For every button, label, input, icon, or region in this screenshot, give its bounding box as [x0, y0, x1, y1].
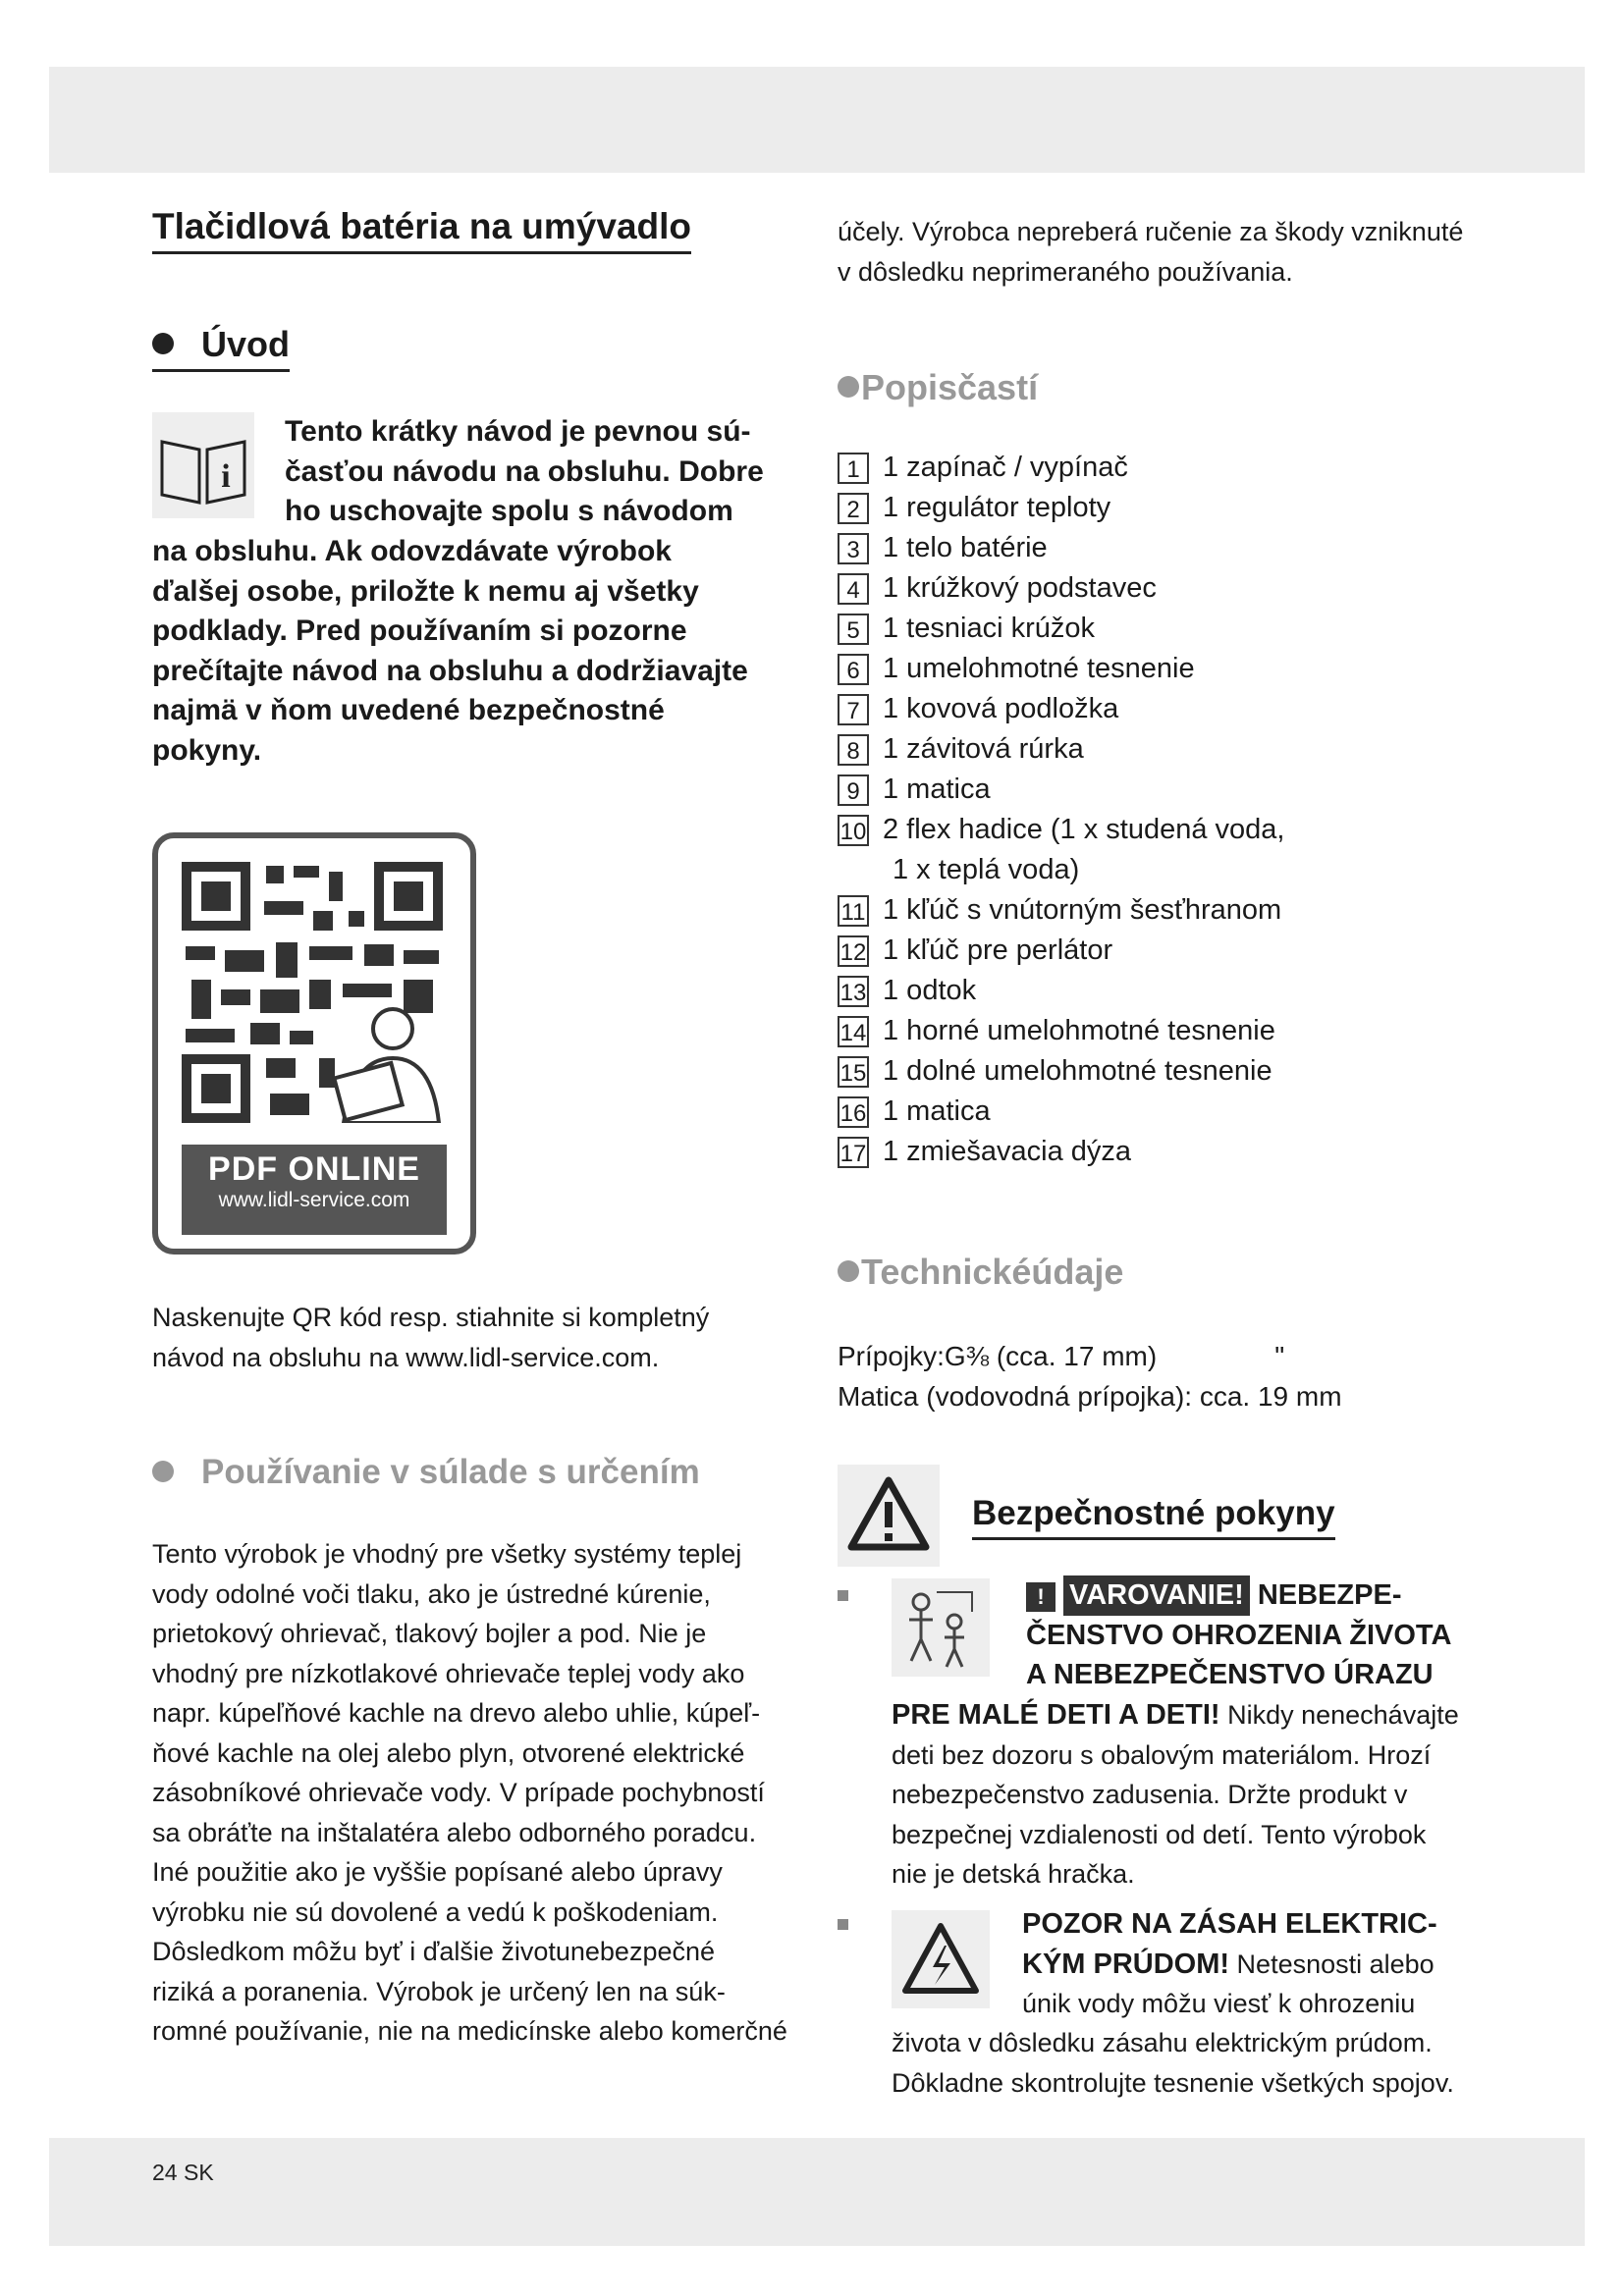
page-number: 24 SK	[152, 2160, 214, 2185]
intro-heading: Úvod	[152, 324, 290, 372]
footer-band	[49, 2138, 1585, 2246]
electric-shock-icon	[892, 1910, 990, 2008]
pdf-online-banner: PDF ONLINE www.lidl-service.com	[182, 1145, 447, 1235]
bullet-icon	[838, 1260, 859, 1282]
list-item: 16 1 matica	[838, 1095, 991, 1128]
intended-use-text: Tento výrobok je vhodný pre všetky systémy teplej vody odolné voči tlaku, ako je ústredné kúrenie, prietokový ohrievač, tlakový bojler a pod. Nie je vhodný pre nízkotlakové ohrievače teplej vody ako napr. kúpeľňové kachle na drevo alebo uhlie, kúpeľ- ňové kachle na olej alebo plyn, otvorené elektrické zásobníkové ohrievače vody. V prípade pochybností sa obráťte na inštalatéra alebo odborného poradcu. Iné použitie ako je vyššie popísané alebo úpravy výrobku nie sú dovolené a vedú k poškodeniam. Dôsledkom môžu byť i ďalšie životunebezpečné riziká a poranenia. Výrobok je určený len na súk- romné používanie, nie na medicínske alebo komerčné	[152, 1539, 787, 2046]
page-title: Tlačidlová batéria na umývadlo	[152, 206, 691, 254]
qr-code-icon	[182, 862, 443, 1123]
child-warning-icon	[892, 1578, 990, 1677]
warning-electric-text: POZOR NA ZÁSAH ELEKTRIC- KÝM PRÚDOM! Netesnosti alebo únik vody môžu viesť k ohrozeniu	[1022, 1908, 1437, 2018]
intro-text-indented: Tento krátky návod je pevnou sú- časťou návodu na obsluhu. Dobre ho uschovajte spolu s návodom	[285, 415, 764, 527]
list-item: 1 x teplá voda)	[893, 854, 1080, 885]
header-band	[49, 67, 1585, 173]
list-item: 4 1 krúžkový podstavec	[838, 572, 1157, 605]
warning-children-heading: ! VAROVANIE! NEBEZPE- ČENSTVO OHROZENIA ŽIVOTA A NEBEZPEČENSTVO ÚRAZU	[1026, 1575, 1451, 1695]
bullet-icon	[152, 333, 174, 354]
intro-text: na obsluhu. Ak odovzdávate výrobok ďalšej osobe, priložte k nemu aj všetky podklady. Pred používaním si pozorne prečítajte návod na obsluhu a dodržiavajte najmä v ňom uvedené bezpečnostné pokyny.	[152, 535, 748, 767]
list-item: 14 1 horné umelohmotné tesnenie	[838, 1015, 1275, 1047]
list-item: 3 1 telo batérie	[838, 532, 1048, 564]
list-item: 11 1 kľúč s vnútorným šesťhranom	[838, 894, 1281, 927]
list-item: 5 1 tesniaci krúžok	[838, 613, 1095, 645]
list-item: 17 1 zmiešavacia dýza	[838, 1136, 1131, 1168]
scan-instructions: Naskenujte QR kód resp. stiahnite si kompletný návod na obsluhu na www.lidl-service.com.	[152, 1303, 710, 1372]
warning-children-text: PRE MALÉ DETI A DETI! Nikdy nenechávajte deti bez dozoru s obalovým materiálom. Hrozí nebezpečenstvo zadusenia. Držte produkt v bezpečnej vzdialenosti od detí. Tento výrobok nie je detská hračka.	[892, 1699, 1459, 1889]
info-book-icon	[152, 412, 254, 518]
warning-label: VAROVANIE!	[1063, 1575, 1250, 1616]
safety-heading: Bezpečnostné pokyny	[972, 1494, 1335, 1540]
list-item: 7 1 kovová podložka	[838, 693, 1118, 725]
intended-use-heading: Používanie v súlade s určením	[152, 1453, 700, 1492]
bullet-icon	[838, 376, 859, 398]
bullet-icon	[838, 1590, 848, 1601]
bullet-icon	[152, 1461, 174, 1482]
list-item: 12 1 kľúč pre perlátor	[838, 934, 1112, 967]
list-item: 2 1 regulátor teploty	[838, 492, 1110, 524]
parts-heading: Popisčastí	[838, 367, 1038, 408]
warning-icon	[838, 1465, 940, 1567]
bullet-icon	[838, 1919, 848, 1930]
warning-sign-icon: !	[1026, 1582, 1056, 1612]
svg-text:i: i	[221, 458, 231, 495]
list-item: 13 1 odtok	[838, 975, 976, 1007]
list-item: 6 1 umelohmotné tesnenie	[838, 653, 1195, 685]
list-item: 9 1 matica	[838, 774, 991, 806]
intended-use-continued: účely. Výrobca nepreberá ručenie za škody vzniknuté v dôsledku neprimeraného používania.	[838, 217, 1464, 287]
warning-electric-text-cont: života v dôsledku zásahu elektrickým prúdom. Dôkladne skontrolujte tesnenie všetkých spojov.	[892, 2028, 1454, 2098]
qr-code-card[interactable]	[152, 832, 476, 1255]
list-item: 8 1 závitová rúrka	[838, 733, 1084, 766]
tech-heading: Technickéúdaje	[838, 1252, 1123, 1293]
tech-data: Prípojky:G⅜ (cca. 17 mm) " Matica (vodovodná prípojka): cca. 19 mm	[838, 1341, 1342, 1412]
list-item: 15 1 dolné umelohmotné tesnenie	[838, 1055, 1272, 1088]
list-item: 10 2 flex hadice (1 x studená voda,	[838, 814, 1284, 846]
list-item: 1 1 zapínač / vypínač	[838, 452, 1128, 484]
